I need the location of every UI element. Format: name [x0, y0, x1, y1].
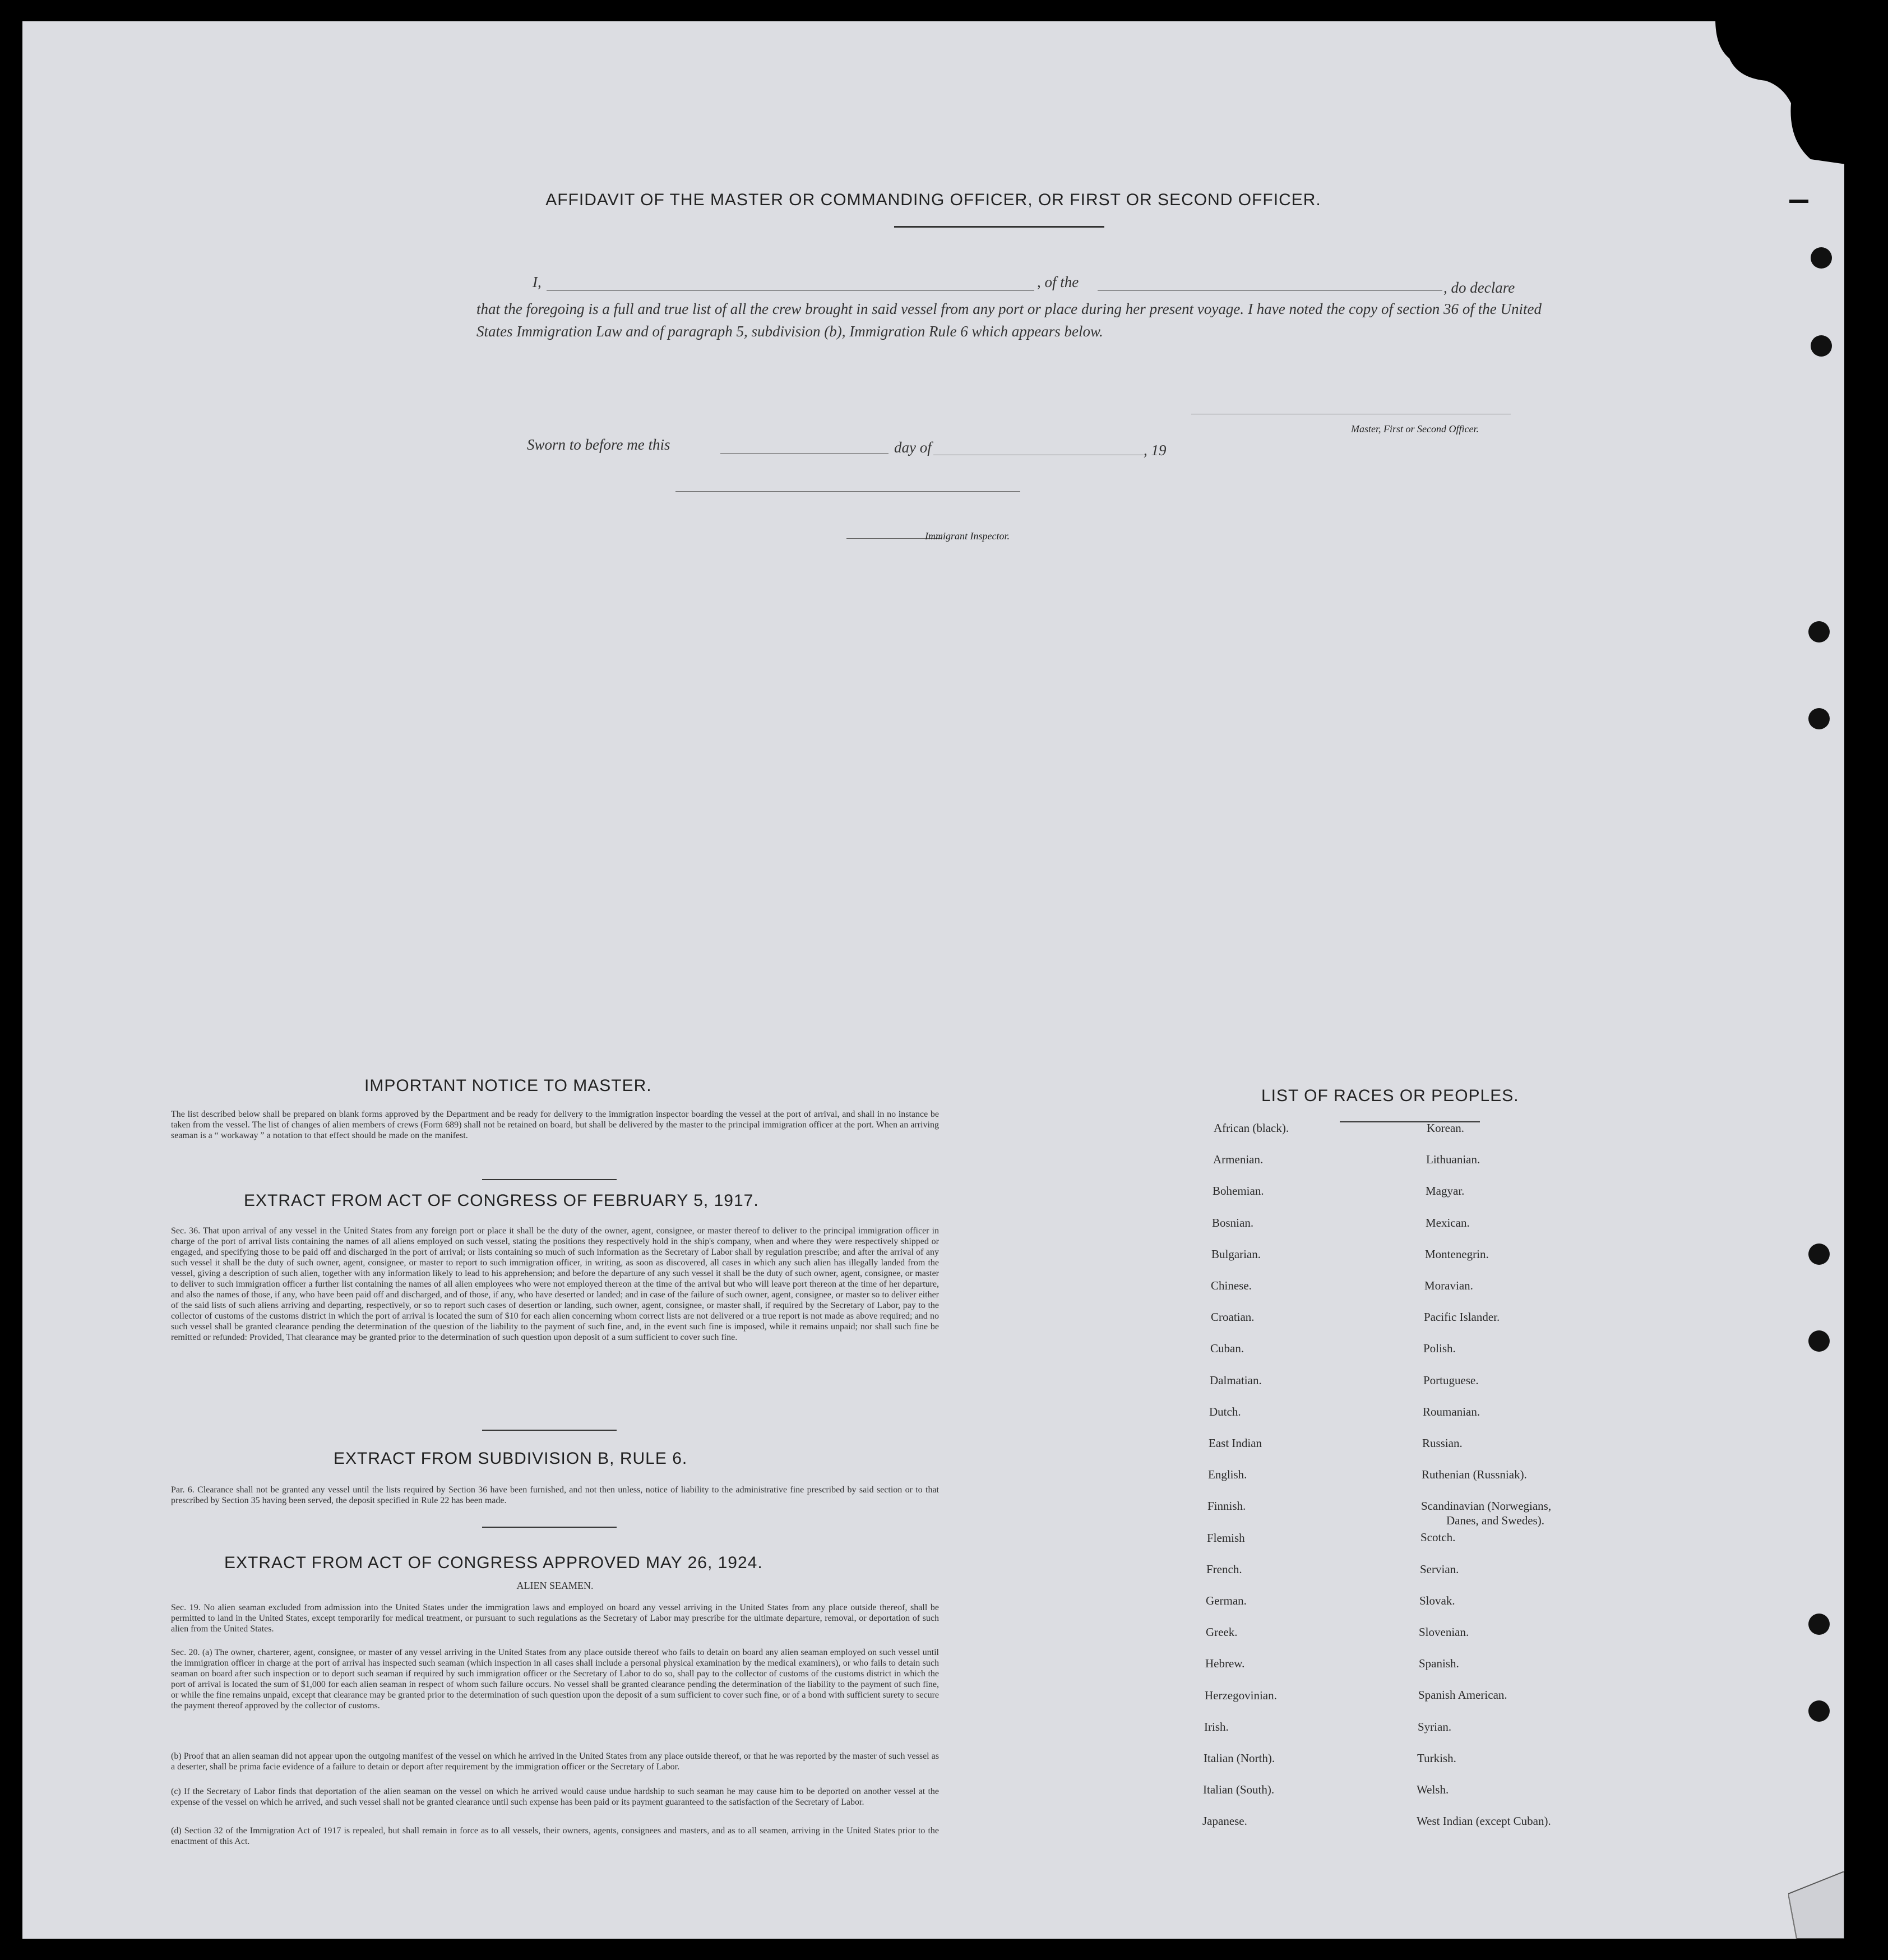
punch-hole — [1811, 247, 1832, 269]
race-item: Roumanian. — [1423, 1405, 1480, 1418]
affidavit-i-label: I, — [533, 274, 542, 290]
race-item: Pacific Islander. — [1424, 1310, 1500, 1324]
extract-1924-para-4: (c) If the Secretary of Labor finds that deportation of the alien seaman on the vessel on which he arrived would cause undue hardship to such seaman he may cause him to be deported on another vessel at the expense of the vessel on which he arrived, and such vessel shall not be granted clearance until such expense has been paid or its payment guaranteed to the satisfaction of the Secretary of Labor. — [171, 1787, 939, 1807]
race-item: Spanish. — [1419, 1657, 1459, 1670]
race-item: Finnish. — [1207, 1499, 1246, 1513]
race-item: Turkish. — [1417, 1751, 1456, 1765]
race-item: Portuguese. — [1423, 1374, 1479, 1387]
affidavit-body: that the foregoing is a full and true list of all the crew brought in said vessel from any port or place during her present voyage. I have noted the copy of section 36 of the United States Immigration Law and of paragraph 5, subdivision (b), Immigration Rule 6 which appears below. — [476, 301, 1542, 340]
race-item: Syrian. — [1418, 1720, 1452, 1734]
race-item: Greek. — [1206, 1625, 1238, 1639]
year-label: , 19 — [1144, 442, 1167, 459]
race-item: Russian. — [1422, 1436, 1463, 1450]
name-line[interactable] — [547, 290, 1034, 291]
punch-hole — [1808, 621, 1830, 642]
extract-1924-para-1: Sec. 19. No alien seaman excluded from admission into the United States under the immigration laws and employed on board any vessel arriving in the United States from any place outside thereof, shall be permitted to land in the United States, except temporarily for medical treatment, or pursuant to such regulations as the Secretary of Labor may prescribe for the ultimate departure, removal, or deportation of such alien from the United States. — [171, 1603, 939, 1634]
race-item: Slovak. — [1419, 1594, 1455, 1607]
extract-1924-subtitle: ALIEN SEAMEN. — [516, 1580, 594, 1591]
race-item: Mexican. — [1426, 1216, 1470, 1229]
race-item: Spanish American. — [1418, 1688, 1507, 1702]
punch-hole — [1808, 1614, 1830, 1635]
vessel-line[interactable] — [1098, 290, 1442, 291]
race-item: Armenian. — [1213, 1153, 1264, 1166]
race-item: Japanese. — [1202, 1814, 1247, 1828]
extract-1924-para-3: (b) Proof that an alien seaman did not appear upon the outgoing manifest of the vessel on which he arrived in the United States from any place outside thereof, or that he was reported by the master of such vessel as a deserter, shall be prima facie evidence of a failure to detain or deport after requirement by the immigration officer or the Secretary of Labor. — [171, 1751, 939, 1772]
race-item: Bohemian. — [1213, 1184, 1264, 1198]
notice-title: IMPORTANT NOTICE TO MASTER. — [364, 1076, 652, 1095]
race-item: Servian. — [1420, 1563, 1459, 1576]
race-item: Flemish — [1207, 1531, 1245, 1545]
affidavit-of-the-label: , of the — [1037, 274, 1079, 290]
inspector-label: Immigrant Inspector. — [925, 530, 1010, 542]
race-item: Bulgarian. — [1211, 1247, 1261, 1261]
race-item: Scandinavian (Norwegians, — [1421, 1499, 1552, 1513]
races-title: LIST OF RACES OR PEOPLES. — [1261, 1087, 1519, 1105]
race-item: Lithuanian. — [1426, 1153, 1480, 1166]
race-item: German. — [1206, 1594, 1247, 1607]
extract-1917-text: Sec. 36. That upon arrival of any vessel in the United States from any foreign port or place it shall be the duty of the owner, agent, consignee, or master thereof to deliver to the principal immigration officer in charge of the port of arrival lists containing the names of all aliens employed on such vessel, stating the positions they respectively hold in the ship's company, when and where they were respectively shipped or engaged, and specifying those to be paid off and discharged in the port of arrival; or lists containing so much of such information as the Secretary of Labor shall by regulation prescribe; and after the arrival of any such vessel it shall be the duty of such owner, agent, consignee, or master to report to such immigration officer, in writing, as soon as discovered, all cases in which any such alien has illegally landed from the vessel, giving a description of such alien, together with any information likely to lead to his apprehension; and before the departure of any such vessel it shall be the duty of such owner, agent, consignee, or master to deliver to such immigration officer a further list containing the names of all alien employees who were not employed thereon at the time of the arrival but who will leave port thereon at the time of her departure, and also the names of those, if any, who have been paid off and discharged, and of those, if any, who have deserted or landed; and in case of the failure of such owner, agent, consignee, or master so to deliver either of the said lists of such aliens arriving and departing, respectively, or so to report such cases of desertion or landing, such owner, agent, consignee, or master shall, if required by the Secretary of Labor, pay to the collector of customs of the customs district in which the port of arrival is located the sum of $10 for each alien concerning whom correct lists are not delivered or a true report is not made as above required; and no such vessel shall be granted clearance pending the determination of the question of the liability to the payment of such fine, and, in the event such fine is imposed, while it remains unpaid; nor shall such fine be remitted or refunded: Provided, That clearance may be granted prior to the determination of such question upon deposit of a sum sufficient to cover such fine. — [171, 1226, 939, 1342]
extract-1924-para-2: Sec. 20. (a) The owner, charterer, agent, consignee, or master of any vessel arriving in the United States from any place outside thereof who fails to detain on board any alien seaman employed on such vessel until the immigration officer in charge at the port of arrival has inspected such seaman (which inspection in all cases shall include a personal physical examination by the medical examiners), or who fails to detain such seaman on board after such inspection or to deport such seaman if required by such immigration officer or the Secretary of Labor to do so, shall pay to the collector of customs of the customs district in which the port of arrival is located the sum of $1,000 for each alien seaman in respect of whom such failure occurs. No vessel shall be granted clearance pending the determination of the liability to the payment of such fine, or while the fine remains unpaid, except that clearance may be granted prior to the determination of such question upon the deposit of a sum sufficient to cover such fine, or of a bond with sufficient surety to secure the payment thereof approved by the collector of customs. — [171, 1648, 939, 1711]
punch-hole — [1808, 1700, 1830, 1722]
extract-1924-para-5: (d) Section 32 of the Immigration Act of 1917 is repealed, but shall remain in force as to all vessels, their owners, agents, consignees and masters, and as to all seamen, arriving in the United States prior to the enactment of this Act. — [171, 1826, 939, 1846]
race-item: Ruthenian (Russniak). — [1422, 1468, 1527, 1481]
punch-hole — [1811, 335, 1832, 357]
inspector-signature-line[interactable] — [675, 491, 1020, 492]
race-item: Scotch. — [1420, 1531, 1456, 1544]
race-item: Magyar. — [1426, 1184, 1465, 1198]
race-item: Moravian. — [1424, 1279, 1473, 1292]
race-item: French. — [1206, 1563, 1242, 1576]
punch-hole — [1808, 708, 1830, 729]
race-item: Slovenian. — [1419, 1625, 1469, 1639]
affidavit-do-declare-label: , do declare — [1443, 279, 1515, 296]
torn-corner — [1676, 19, 1850, 165]
title-underline — [894, 226, 1104, 228]
race-item: Italian (South). — [1203, 1783, 1275, 1796]
race-item: Hebrew. — [1205, 1657, 1245, 1670]
race-item: English. — [1208, 1468, 1247, 1481]
race-item: Korean. — [1427, 1121, 1465, 1135]
race-item: Danes, and Swedes). — [1446, 1514, 1544, 1527]
folded-corner — [1788, 1871, 1844, 1939]
extract-rule6-title: EXTRACT FROM SUBDIVISION B, RULE 6. — [334, 1449, 688, 1468]
race-item: Bosnian. — [1212, 1216, 1254, 1229]
master-signature-label: Master, First or Second Officer. — [1351, 423, 1479, 434]
race-item: Welsh. — [1417, 1783, 1449, 1796]
divider — [482, 1527, 617, 1528]
sworn-day-line[interactable] — [720, 453, 889, 454]
extract-1917-title: EXTRACT FROM ACT OF CONGRESS OF FEBRUARY 5, 1917. — [244, 1191, 759, 1210]
divider — [482, 1179, 617, 1180]
race-item: Herzegovinian. — [1205, 1689, 1277, 1702]
extract-rule6-text: Par. 6. Clearance shall not be granted any vessel until the lists required by Section 36 have been furnished, and not then unless, notice of liability to the administrative fine prescribed by said section or to that prescribed by Section 35 having been served, the deposit specified in Rule 22 has been made. — [171, 1485, 939, 1505]
race-item: West Indian (except Cuban). — [1417, 1814, 1551, 1828]
race-item: Dutch. — [1209, 1405, 1241, 1418]
document-page — [22, 21, 1844, 1939]
extract-1924-title: EXTRACT FROM ACT OF CONGRESS APPROVED MAY 26, 1924. — [224, 1554, 763, 1572]
punch-hole — [1808, 1244, 1830, 1265]
race-item: East Indian — [1209, 1436, 1262, 1450]
punch-hole — [1808, 1330, 1830, 1352]
divider — [482, 1430, 617, 1431]
race-item: Cuban. — [1210, 1342, 1244, 1355]
race-item: Chinese. — [1211, 1279, 1252, 1292]
affidavit-title: AFFIDAVIT OF THE MASTER OR COMMANDING OFFICER, OR FIRST OR SECOND OFFICER. — [545, 191, 1321, 209]
race-item: Irish. — [1204, 1720, 1229, 1734]
race-item: Montenegrin. — [1425, 1247, 1489, 1261]
race-item: African (black). — [1214, 1121, 1289, 1135]
day-of-label: day of — [894, 439, 932, 456]
notice-text: The list described below shall be prepared on blank forms approved by the Department and be ready for delivery to the immigration inspector boarding the vessel at the port of arrival, and shall in no instance be taken from the vessel. The list of changes of alien members of crews (Form 689) shall not be retained on board, but shall be delivered by the master to the principal immigration officer at the port. When an arriving seaman is a “ workaway ” a notation to that effect should be made on the manifest. — [171, 1110, 939, 1140]
race-item: Dalmatian. — [1210, 1374, 1262, 1387]
race-item: Croatian. — [1211, 1310, 1255, 1324]
race-item: Italian (North). — [1204, 1751, 1275, 1765]
sworn-label: Sworn to before me this — [527, 436, 670, 453]
race-item: Polish. — [1423, 1342, 1456, 1355]
